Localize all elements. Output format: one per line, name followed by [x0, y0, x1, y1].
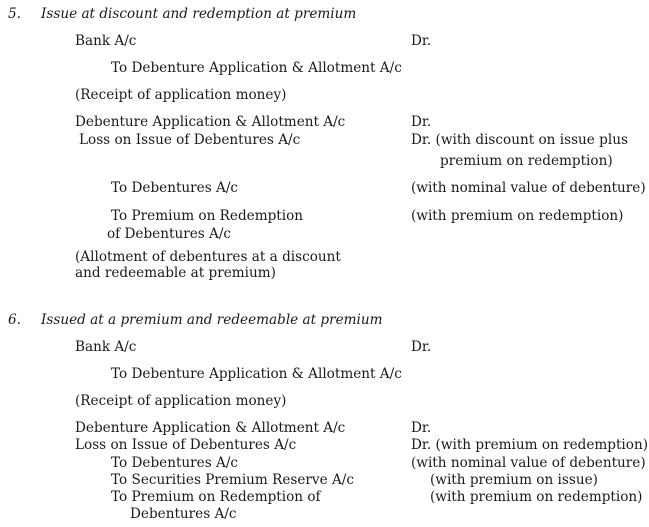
s5-entry2-narration-line1: (Allotment of debentures at a discount [75, 249, 341, 265]
section-5-number: 5. [8, 6, 21, 22]
s5-entry2-narration-line2: and redeemable at premium) [75, 265, 276, 281]
s6-entry2-debit1: Debenture Application & Allotment A/c [75, 420, 346, 436]
s5-entry2-credit2-line1: To Premium on Redemption [111, 208, 304, 224]
s6-entry1-debit: Bank A/c [75, 339, 137, 355]
s6-entry2-debit2-dr: Dr. (with premium on redemption) [411, 437, 649, 453]
s5-entry2-debit1-dr: Dr. [411, 114, 432, 130]
s6-entry2-credit3-note: (with premium on redemption) [430, 489, 643, 505]
s6-entry2-credit3-line1: To Premium on Redemption of [111, 489, 321, 505]
s5-entry2-debit2: Loss on Issue of Debentures A/c [79, 132, 301, 148]
s5-entry2-credit1: To Debentures A/c [111, 180, 239, 196]
s6-entry2-credit2-note: (with premium on issue) [430, 472, 598, 488]
section-6-number: 6. [8, 312, 21, 328]
s6-entry2-credit2: To Securities Premium Reserve A/c [111, 472, 354, 488]
s6-entry2-debit1-dr: Dr. [411, 420, 432, 436]
s6-entry2-credit1: To Debentures A/c [111, 455, 239, 471]
s5-entry1-credit: To Debenture Application & Allotment A/c [111, 60, 402, 76]
section-6-title: Issued at a premium and redeemable at premium [41, 312, 383, 328]
s6-entry1-credit: To Debenture Application & Allotment A/c [111, 366, 402, 382]
s5-entry2-debit1: Debenture Application & Allotment A/c [75, 114, 346, 130]
s5-entry2-debit2-dr-cont: premium on redemption) [440, 153, 613, 169]
s5-entry1-debit: Bank A/c [75, 33, 137, 49]
s6-entry2-debit2: Loss on Issue of Debentures A/c [75, 437, 297, 453]
s6-entry1-narration: (Receipt of application money) [75, 393, 287, 409]
s6-entry2-credit3-line2: Debentures A/c [130, 506, 237, 522]
s5-entry1-debit-dr: Dr. [411, 33, 432, 49]
s5-entry2-credit2-line2: of Debentures A/c [107, 226, 232, 242]
s6-entry2-credit1-note: (with nominal value of debenture) [411, 455, 646, 471]
s5-entry1-narration: (Receipt of application money) [75, 87, 287, 103]
s6-entry1-debit-dr: Dr. [411, 339, 432, 355]
section-5-title: Issue at discount and redemption at premium [41, 6, 357, 22]
s5-entry2-debit2-dr: Dr. (with discount on issue plus [411, 132, 628, 148]
s5-entry2-credit1-note: (with nominal value of debenture) [411, 180, 646, 196]
s5-entry2-credit2-note: (with premium on redemption) [411, 208, 624, 224]
